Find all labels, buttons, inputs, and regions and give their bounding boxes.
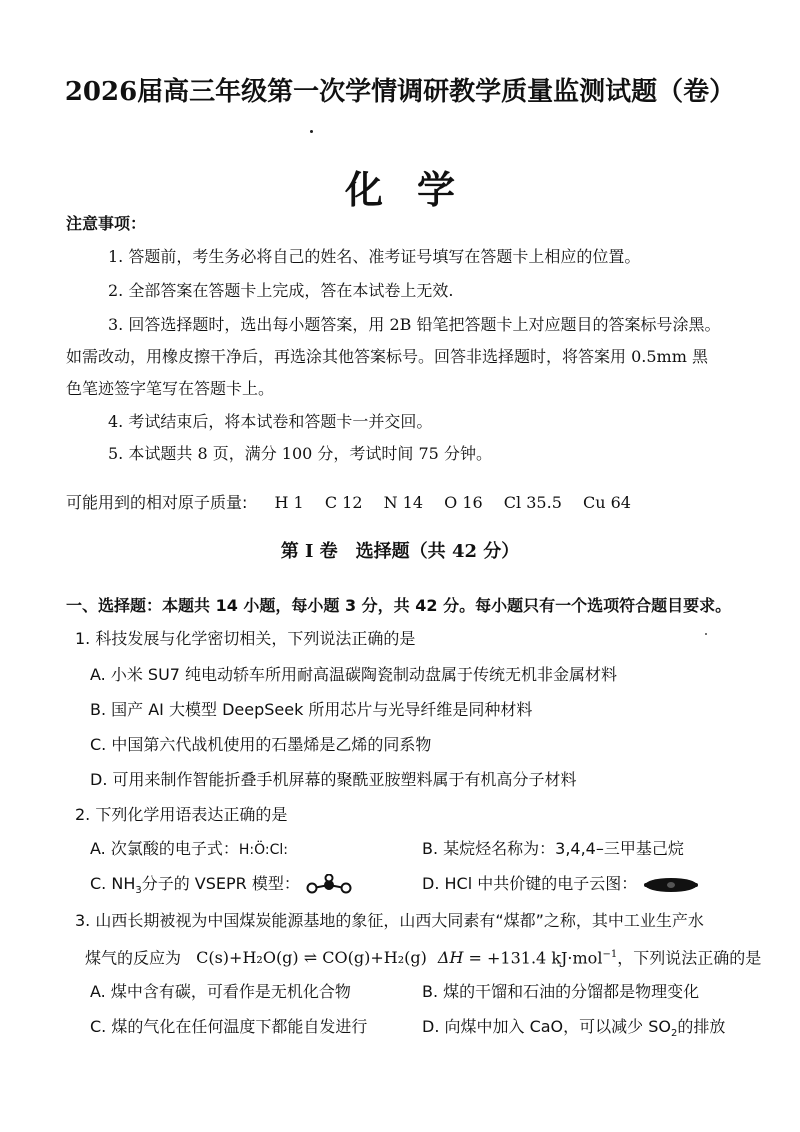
scan-dot	[310, 130, 313, 133]
section-instruction: 一、选择题：本题共 14 小题，每小题 3 分，共 42 分。每小题只有一个选项符合题目要求。	[66, 596, 732, 615]
electron-cloud-icon	[642, 875, 700, 895]
mass-h: H 1	[274, 493, 304, 512]
mass-cl: Cl 35.5	[503, 493, 562, 512]
notice-label: 注意事项：	[66, 214, 147, 233]
notice-item-3-cont-1: 如需改动，用橡皮擦干净后，再选涂其他答案标号。回答非选择题时，将答案用 0.5mm 黑	[66, 347, 708, 366]
q3-stem-suffix: ，下列说法正确的是	[617, 948, 762, 968]
subject-title: 化学	[344, 167, 489, 212]
q3-option-d-suffix: 的排放	[677, 1017, 726, 1036]
q2-option-d-label: D. HCl 中共价键的电子云图：	[422, 874, 638, 893]
q3-reaction-equation: C(s)+H₂O(g) ⇌ CO(g)+H₂(g)	[196, 948, 427, 968]
q1-option-d: D. 可用来制作智能折叠手机屏幕的聚酰亚胺塑料属于有机高分子材料	[90, 770, 577, 789]
q3-option-c: C. 煤的气化在任何温度下都能自发进行	[90, 1017, 368, 1036]
scan-mark	[705, 633, 707, 635]
mass-cu: Cu 64	[582, 493, 631, 512]
notice-item-2: 2. 全部答案在答题卡上完成，答在本试卷上无效.	[108, 281, 454, 300]
notice-item-3: 3. 回答选择题时，选出每小题答案，用 2B 铅笔把答题卡上对应题目的答案标号涂黑。	[108, 315, 721, 334]
q3-option-d-prefix: D. 向煤中加入 CaO，可以减少 SO	[422, 1017, 671, 1036]
q3-delta-h-value: = +131.4 kJ·mol	[463, 948, 603, 968]
q3-option-d	[422, 1016, 725, 1045]
notice-item-5: 5. 本试题共 8 页，满分 100 分，考试时间 75 分钟。	[108, 444, 492, 463]
mass-c: C 12	[324, 493, 363, 512]
hclo-electron-formula: H:Ö:Cl:	[238, 842, 288, 858]
q3-option-a: A. 煤中含有碳，可看作是无机化合物	[90, 982, 351, 1001]
q1-option-b: B. 国产 AI 大模型 DeepSeek 所用芯片与光导纤维是同种材料	[90, 700, 533, 719]
q2-option-c	[90, 873, 353, 902]
atomic-masses-label: 可能用到的相对原子质量:	[66, 493, 248, 512]
q2-option-c-suffix: 分子的 VSEPR 模型：	[141, 874, 300, 893]
q3-stem-line-1: 3. 山西长期被视为中国煤炭能源基地的象征，山西大同素有“煤都”之称，其中工业生产水	[75, 911, 704, 930]
q3-option-d-sub: 2	[671, 1028, 678, 1040]
q2-option-b: B. 某烷烃名称为：3,4,4–三甲基己烷	[422, 839, 684, 858]
atomic-masses	[66, 492, 631, 514]
q1-option-a: A. 小米 SU7 纯电动轿车所用耐高温碳陶瓷制动盘属于传统无机非金属材料	[90, 665, 618, 684]
q2-option-a	[90, 838, 288, 861]
mass-n: N 14	[383, 493, 424, 512]
mass-o: O 16	[444, 493, 483, 512]
q3-option-b: B. 煤的干馏和石油的分馏都是物理变化	[422, 982, 700, 1001]
q3-delta-h-label: ΔH	[437, 948, 464, 968]
q2-stem: 2. 下列化学用语表达正确的是	[75, 805, 288, 824]
notice-item-4: 4. 考试结束后，将本试卷和答题卡一并交回。	[108, 412, 433, 431]
q2-option-c-sub: 3	[135, 885, 142, 897]
exam-title: 2026届高三年级第一次学情调研教学质量监测试题（卷）	[64, 77, 736, 107]
notice-item-1: 1. 答题前，考生务必将自己的姓名、准考证号填写在答题卡上相应的位置。	[108, 247, 641, 266]
q3-delta-h-exp: −1	[602, 949, 618, 960]
section-title: 第 I 卷 选择题（共 42 分）	[280, 541, 520, 562]
q2-option-c-prefix: C. NH	[90, 874, 136, 893]
q2-option-a-label: A. 次氯酸的电子式：	[90, 839, 239, 858]
q1-stem: 1. 科技发展与化学密切相关，下列说法正确的是	[75, 629, 416, 648]
vsepr-model-icon	[305, 874, 353, 896]
q3-stem-line-2	[85, 944, 761, 969]
q2-option-d	[422, 873, 700, 895]
q3-stem-prefix: 煤气的反应为	[85, 948, 182, 968]
notice-item-3-cont-2: 色笔迹签字笔写在答题卡上。	[66, 379, 275, 398]
q1-option-c: C. 中国第六代战机使用的石墨烯是乙烯的同系物	[90, 735, 432, 754]
